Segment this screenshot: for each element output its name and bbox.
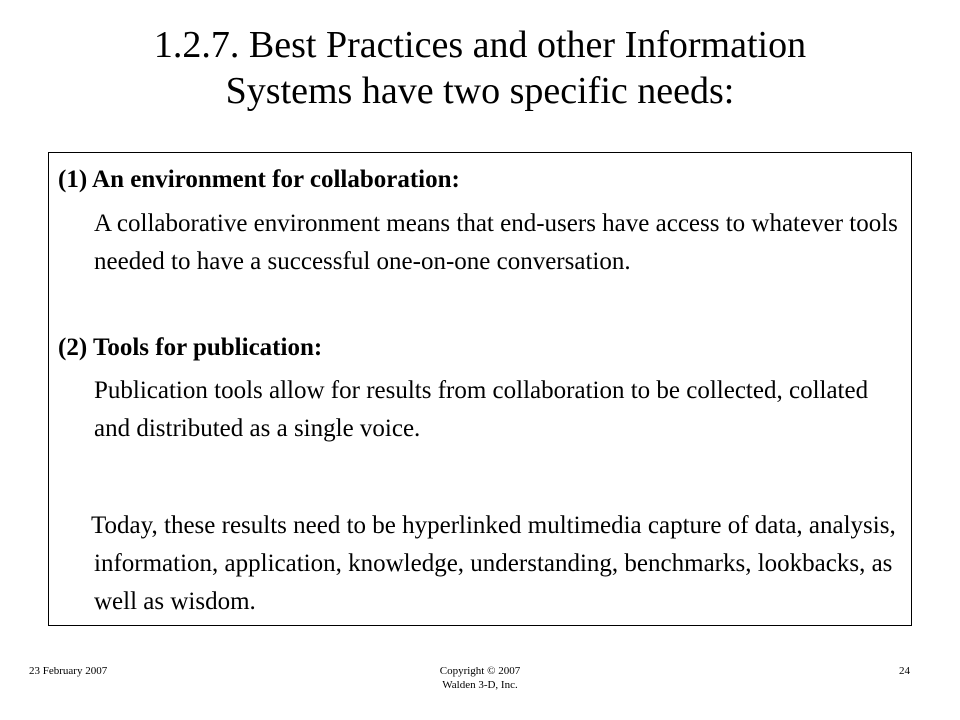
content-box [48,152,912,626]
slide-title [0,22,960,114]
slide-title-line-1: 1.2.7. Best Practices and other Information [153,24,807,66]
item-1-heading: (1) An environment for collaboration: [58,166,460,193]
item-2-heading: (2) Tools for publication: [58,334,323,361]
footer-page-number: 24 [899,665,910,677]
footer-copyright-line-2: Walden 3-D, Inc. [442,679,518,691]
footer-copyright [380,664,580,692]
slide-title-line-2: Systems have two specific needs: [225,70,735,112]
footer-date: 23 February 2007 [29,665,108,677]
item-2-text: Publication tools allow for results from collaboration to be collected, collated and distributed as a single voice. [94,377,869,442]
footer-copyright-line-1: Copyright © 2007 [439,665,521,677]
item-1-text: A collaborative environment means that end-users have access to whatever tools needed to have a successful one-on-one conversation. [94,210,898,275]
closing-text: Today, these results need to be hyperlinked multimedia capture of data, analysis, information, application, knowledge, understanding, benchmarks, lookbacks, as well as wisdom. [91,512,896,615]
